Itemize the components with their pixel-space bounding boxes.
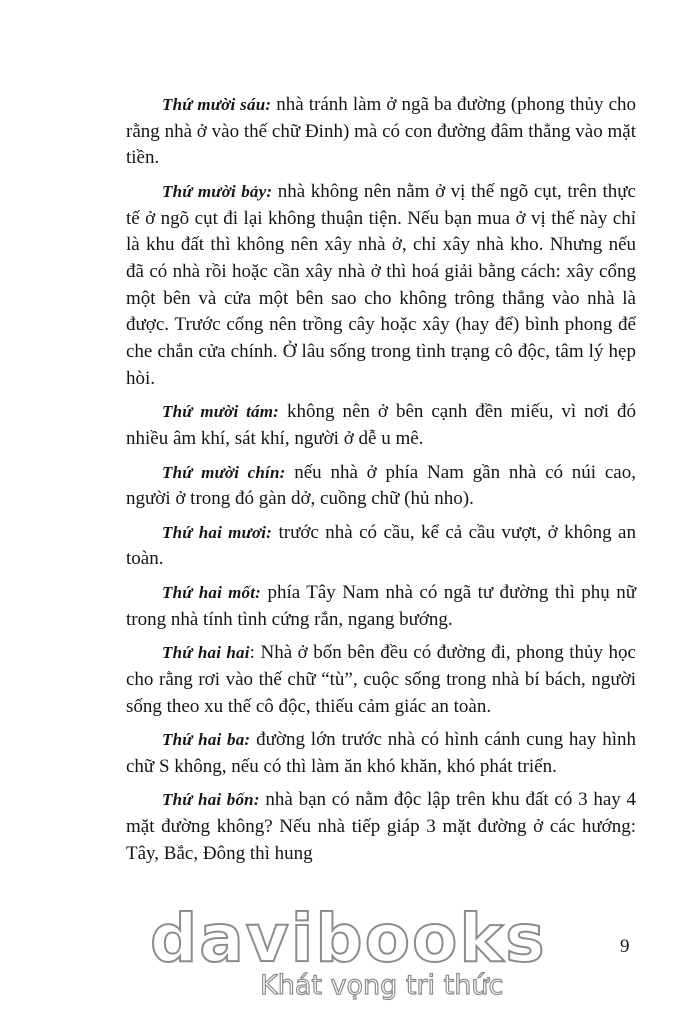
watermark-brand: davibooks xyxy=(150,900,547,977)
paragraph-text: trước nhà có cầu, kể cả cầu vượt, ở không an toàn. xyxy=(126,521,636,570)
paragraph-lead: Thứ hai ba: xyxy=(162,730,251,750)
page-number: 9 xyxy=(620,936,630,957)
paragraph-lead: Thứ mười sáu: xyxy=(162,95,272,114)
paragraph-text: không nên ở bên cạnh đền miếu, vì nơi đó nhiều âm khí, sát khí, người ở dễ u mê. xyxy=(126,401,636,450)
paragraph-text: nhà tránh làm ở ngã ba đường (phong thủy cho rằng nhà ở vào thế chữ Đinh) mà có con đường đâm thẳng vào mặt tiền. xyxy=(126,94,637,169)
paragraph-lead: Thứ mười bảy: xyxy=(162,181,273,201)
paragraph-lead: Thứ mười chín: xyxy=(162,462,286,482)
paragraph-lead: Thứ mười tám: xyxy=(162,402,279,422)
paragraph-text: đường lớn trước nhà có hình cánh cung hay hình chữ S không, nếu có thì làm ăn khó khăn, khó phát triển. xyxy=(126,729,636,777)
paragraph-lead: Thứ hai mươi: xyxy=(162,522,273,542)
paragraph-22 xyxy=(126,640,636,720)
paragraph-text: nhà không nên nằm ở vị thế ngõ cụt, trên thực tế ở ngõ cụt đi lại không thuận tiện. Nếu bạn mua ở vị thế này chỉ là khu đất thì không nên xây nhà ở, chỉ xây nhà kho. Nhưng nếu đã có nhà rồi hoặc cần xây nhà ở thì hoá giải bằng cách: xây cổng một bên và cửa một bên sao cho không trông thẳng vào nhà là được. Trước cổng nên trồng cây hoặc xây (hay để) bình phong để che chắn cửa chính. Ở lâu sống trong tình trạng cô độc, tâm lý hẹp hòi. xyxy=(126,180,636,389)
paragraph-19 xyxy=(126,460,636,513)
paragraph-lead: Thứ hai mốt: xyxy=(162,582,262,602)
paragraph-lead: Thứ hai hai xyxy=(162,643,250,663)
paragraph-text: : Nhà ở bốn bên đều có đường đi, phong thủy học cho rằng rơi vào thế chữ “tù”, cuộc sống trong nhà bí bách, người sống theo xu thế cô độc, thiếu cảm giác an toàn. xyxy=(126,642,636,717)
paragraph-lead: Thứ hai bốn: xyxy=(162,790,260,810)
paragraph-text: nếu nhà ở phía Nam gần nhà có núi cao, người ở trong đó gàn dở, cuồng chữ (hủ nho). xyxy=(126,461,636,510)
paragraph-16 xyxy=(126,92,636,172)
watermark-slogan: Khát vọng tri thức xyxy=(260,970,504,1001)
paragraph-23 xyxy=(126,727,636,780)
paragraph-21 xyxy=(126,580,636,633)
text-body xyxy=(126,92,636,874)
paragraph-20 xyxy=(126,520,636,573)
paragraph-17 xyxy=(126,179,636,393)
paragraph-text: nhà bạn có nằm độc lập trên khu đất có 3 hay 4 mặt đường không? Nếu nhà tiếp giáp 3 mặt đường ở các hướng: Tây, Bắc, Đông thì hung xyxy=(126,789,636,864)
paragraph-text: phía Tây Nam nhà có ngã tư đường thì phụ nữ trong nhà tính tình cứng rắn, ngang bướng. xyxy=(126,581,636,630)
paragraph-24 xyxy=(126,787,636,867)
watermark-logo xyxy=(150,900,570,1010)
paragraph-18 xyxy=(126,399,636,452)
